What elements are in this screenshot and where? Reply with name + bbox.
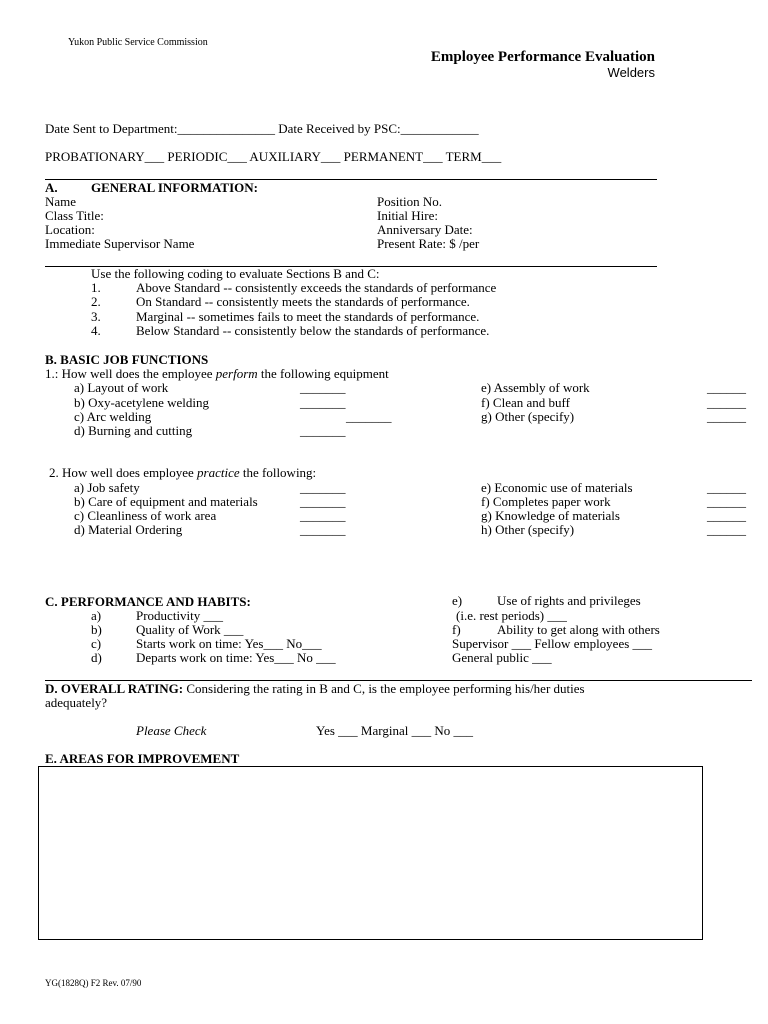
item-label: c) Arc welding xyxy=(74,409,152,424)
item-label: c) Cleanliness of work area xyxy=(74,508,217,523)
item-label: g) Other (specify) xyxy=(481,409,575,424)
item-letter: f) xyxy=(452,622,461,637)
employment-status-line[interactable]: PROBATIONARY___ PERIODIC___ AUXILIARY___ PERMANENT___ TERM___ xyxy=(45,149,502,164)
rating-blank[interactable]: _______ xyxy=(300,480,346,495)
overall-rating-question: D. OVERALL RATING: Considering the rating in B and C, is the employee performing his/her duties xyxy=(45,681,585,696)
rating-blank[interactable]: _______ xyxy=(346,409,392,424)
name-field[interactable]: Name xyxy=(45,194,77,209)
item-label: a) Job safety xyxy=(74,480,140,495)
get-along-label: Ability to get along with others xyxy=(497,622,660,637)
organization-name: Yukon Public Service Commission xyxy=(68,37,208,48)
departs-on-time-check[interactable]: Departs work on time: Yes___ No ___ xyxy=(136,650,336,665)
date-sent-label: Date Sent to Department:_______________ xyxy=(45,121,275,136)
general-public-rating[interactable]: General public ___ xyxy=(452,650,552,665)
starts-on-time-check[interactable]: Starts work on time: Yes___ No___ xyxy=(136,636,322,651)
rating-blank[interactable]: ______ xyxy=(707,508,746,523)
section-c-title: C. PERFORMANCE AND HABITS: xyxy=(45,594,251,609)
rating-blank[interactable]: ______ xyxy=(707,395,746,410)
rating-blank[interactable]: _______ xyxy=(300,494,346,509)
supervisor-name-field[interactable]: Immediate Supervisor Name xyxy=(45,236,195,251)
item-label: f) Clean and buff xyxy=(481,395,570,410)
quality-rating[interactable]: Quality of Work ___ xyxy=(136,622,244,637)
question-1: 1.: How well does the employee perform the following equipment xyxy=(45,366,389,381)
item-label: b) Oxy-acetylene welding xyxy=(74,395,210,410)
item-label: d) Burning and cutting xyxy=(74,423,193,438)
rating-blank[interactable]: ______ xyxy=(707,522,746,537)
item-label: d) Material Ordering xyxy=(74,522,183,537)
item-label: e) Assembly of work xyxy=(481,380,590,395)
item-letter: a) xyxy=(91,608,102,623)
initial-hire-field[interactable]: Initial Hire: xyxy=(377,208,439,223)
rating-blank[interactable]: _______ xyxy=(300,522,346,537)
productivity-rating[interactable]: Productivity ___ xyxy=(136,608,224,623)
question-2: 2. How well does employee practice the following: xyxy=(49,465,317,480)
item-label: h) Other (specify) xyxy=(481,522,575,537)
coding-number: 4. xyxy=(91,323,101,338)
item-letter: e) xyxy=(452,593,463,608)
overall-rating-question-cont: adequately? xyxy=(45,695,108,710)
location-field[interactable]: Location: xyxy=(45,222,95,237)
coding-text: On Standard -- consistently meets the standards of performance. xyxy=(136,294,470,309)
coding-text: Marginal -- sometimes fails to meet the standards of performance. xyxy=(136,309,480,324)
coding-text: Below Standard -- consistently below the standards of performance. xyxy=(136,323,490,338)
item-label: f) Completes paper work xyxy=(481,494,611,509)
rights-privileges-label: Use of rights and privileges xyxy=(497,593,641,608)
rating-blank[interactable]: ______ xyxy=(707,409,746,424)
coding-text: Above Standard -- consistently exceeds the standards of performance xyxy=(136,280,497,295)
anniversary-date-field[interactable]: Anniversary Date: xyxy=(377,222,473,237)
coding-number: 1. xyxy=(91,280,101,295)
rest-periods-rating[interactable]: (i.e. rest periods) ___ xyxy=(456,608,567,623)
item-letter: c) xyxy=(91,636,102,651)
coding-number: 2. xyxy=(91,294,101,309)
item-label: a) Layout of work xyxy=(74,380,169,395)
item-letter: b) xyxy=(91,622,102,637)
date-received-label: Date Received by PSC:____________ xyxy=(278,121,479,136)
class-title-field[interactable]: Class Title: xyxy=(45,208,104,223)
coding-number: 3. xyxy=(91,309,101,324)
form-subtitle: Welders xyxy=(607,65,655,80)
supervisor-employees-rating[interactable]: Supervisor ___ Fellow employees ___ xyxy=(452,636,653,651)
rating-blank[interactable]: _______ xyxy=(300,395,346,410)
coding-intro: Use the following coding to evaluate Sections B and C: xyxy=(91,266,380,281)
section-a-letter: A. xyxy=(45,180,58,195)
rating-blank[interactable]: _______ xyxy=(300,380,346,395)
form-title: Employee Performance Evaluation xyxy=(430,49,655,65)
item-label: g) Knowledge of materials xyxy=(481,508,620,523)
rating-blank[interactable]: ______ xyxy=(707,494,746,509)
areas-for-improvement-box[interactable] xyxy=(38,766,703,940)
section-a-title: GENERAL INFORMATION: xyxy=(91,180,258,195)
overall-rating-options[interactable]: Yes ___ Marginal ___ No ___ xyxy=(316,723,473,738)
rating-blank[interactable]: ______ xyxy=(707,380,746,395)
section-e-title: E. AREAS FOR IMPROVEMENT xyxy=(45,751,240,766)
date-sent-field[interactable] xyxy=(45,122,479,136)
rating-blank[interactable]: _______ xyxy=(300,423,346,438)
form-code: YG(1828Q) F2 Rev. 07/90 xyxy=(45,978,142,988)
section-b-title: B. BASIC JOB FUNCTIONS xyxy=(45,352,209,367)
item-letter: d) xyxy=(91,650,102,665)
item-label: e) Economic use of materials xyxy=(481,480,633,495)
please-check-label: Please Check xyxy=(136,723,207,738)
position-no-field[interactable]: Position No. xyxy=(377,194,443,209)
item-label: b) Care of equipment and materials xyxy=(74,494,258,509)
rating-blank[interactable]: ______ xyxy=(707,480,746,495)
rating-blank[interactable]: _______ xyxy=(300,508,346,523)
present-rate-field[interactable]: Present Rate: $ /per xyxy=(377,236,480,251)
